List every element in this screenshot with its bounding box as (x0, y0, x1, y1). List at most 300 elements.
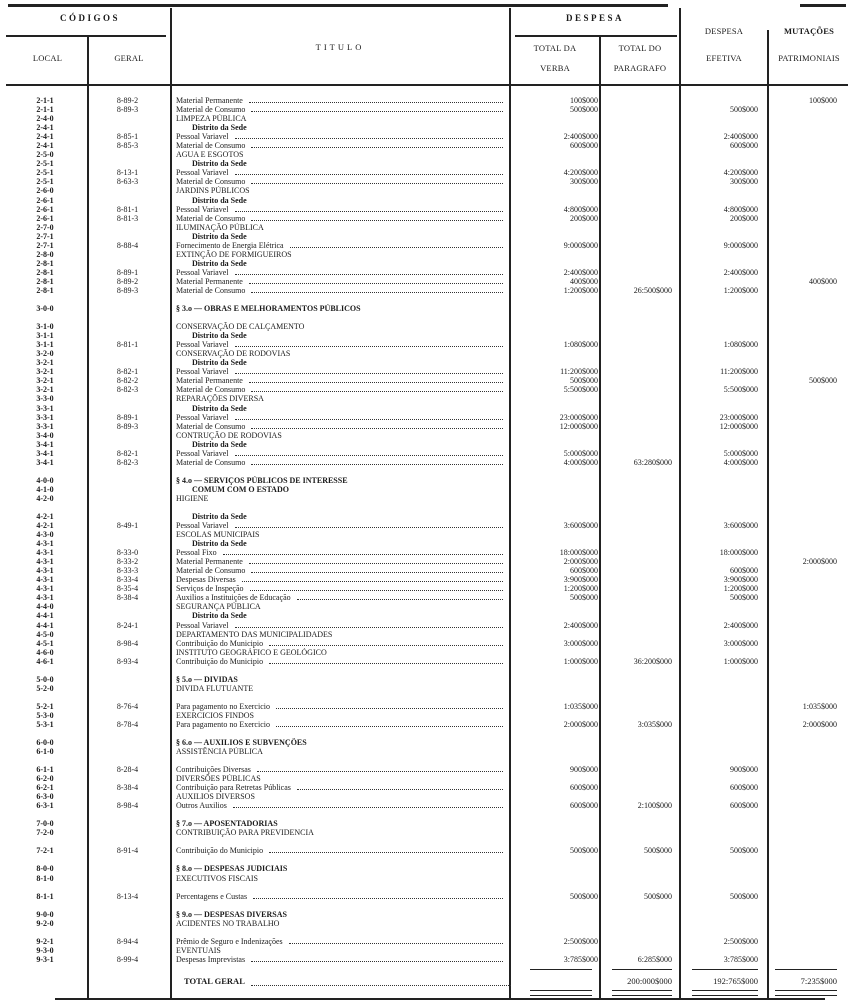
titulo-text: Percentagens e Custas (176, 891, 248, 901)
subheading-row (0, 711, 852, 720)
titulo-text: § 6.o — AUXILIOS E SUBVENÇÕES (176, 738, 307, 747)
dot-leader (251, 105, 503, 112)
cell-efet: 600$000 (730, 783, 758, 793)
dot-leader (251, 286, 503, 293)
cell-mut: 100$000 (809, 96, 837, 105)
cell-local: 3-2-1 (36, 385, 54, 395)
cell-geral: 8-81-1 (116, 340, 139, 350)
cell-geral: 8-38-4 (116, 783, 139, 793)
cell-local: 2-5-1 (36, 159, 54, 169)
cell-efet: 4:000$000 (723, 457, 758, 467)
table-row (0, 657, 852, 666)
cell-verba: 3:785$000 (563, 954, 598, 964)
cell-titulo (176, 105, 506, 114)
titulo-text: Contribuição do Municipio (176, 846, 264, 856)
cell-titulo (176, 250, 506, 259)
cell-titulo (176, 639, 506, 648)
cell-titulo (176, 168, 506, 177)
cell-titulo (176, 214, 506, 223)
subheading-row (0, 331, 852, 340)
total-rule-top (775, 969, 837, 970)
cell-verba: 12:000$000 (559, 421, 598, 431)
titulo-text: HIGIENE (176, 493, 209, 503)
cell-titulo (176, 268, 506, 277)
cell-titulo (176, 630, 506, 639)
dot-leader (235, 268, 503, 275)
cell-titulo (176, 440, 522, 449)
cell-titulo (176, 349, 506, 358)
cell-local: 4-1-0 (36, 484, 54, 494)
cell-parag: 63:280$000 (633, 457, 672, 467)
cell-local: 2-5-1 (36, 177, 54, 187)
cell-local: 6-0-0 (36, 738, 54, 747)
titulo-text: Material de Consumo (176, 566, 246, 576)
subheading-row (0, 259, 852, 268)
cell-local: 8-1-0 (36, 873, 54, 883)
cell-titulo (176, 322, 506, 331)
dot-leader (233, 801, 503, 808)
header-patrimoniais: PATRIMONIAIS (778, 53, 840, 63)
cell-verba: 1:035$000 (563, 701, 598, 711)
cell-geral: 8-98-4 (116, 801, 139, 811)
titulo-text: AUXILIOS DIVERSOS (176, 792, 255, 802)
cell-titulo (176, 774, 506, 783)
cell-local: 3-1-1 (36, 331, 54, 341)
table-row (0, 702, 852, 711)
table-row (0, 621, 852, 630)
titulo-text: EXTINÇÃO DE FORMIGUEIROS (176, 249, 292, 259)
section-heading-row (0, 476, 852, 485)
cell-geral: 8-99-4 (116, 954, 139, 964)
titulo-text: Distrito da Sede (192, 195, 247, 205)
subheading-row (0, 611, 852, 620)
cell-local: 4-0-0 (36, 475, 54, 485)
dot-leader (250, 584, 503, 591)
cell-efet: 600$000 (730, 801, 758, 811)
cell-verba: 4:200$000 (563, 168, 598, 178)
cell-titulo (176, 485, 522, 494)
cell-titulo (176, 259, 522, 268)
cell-geral: 8-89-2 (116, 96, 139, 105)
cell-titulo (176, 394, 506, 403)
header-paragrafo: PARAGRAFO (613, 63, 667, 73)
titulo-text: DEPARTAMENTO DAS MUNICIPALIDADES (176, 629, 333, 639)
titulo-text: AGUA E ESGOTOS (176, 150, 244, 160)
cell-titulo (176, 376, 506, 385)
titulo-text: Pessoal Variavel (176, 620, 229, 630)
titulo-text: CONSERVAÇÃO DE RODOVIAS (176, 349, 291, 359)
cell-titulo (176, 530, 506, 539)
cell-verba: 1:200$000 (563, 285, 598, 295)
cell-parag: 3:035$000 (637, 719, 672, 729)
dot-leader (235, 132, 503, 139)
dot-leader (242, 575, 503, 582)
cell-titulo (176, 675, 506, 684)
subheading-row (0, 648, 852, 657)
cell-geral: 8-81-1 (116, 204, 139, 214)
table-row (0, 801, 852, 810)
cell-titulo (176, 548, 506, 557)
cell-mut: 2:000$000 (802, 719, 837, 729)
dot-leader (235, 367, 503, 374)
cell-titulo (176, 702, 506, 711)
cell-local: 9-2-0 (36, 918, 54, 928)
cell-local: 4-3-1 (36, 584, 54, 594)
cell-local: 2-8-1 (36, 285, 54, 295)
cell-efet: 1:000$000 (723, 656, 758, 666)
titulo-text: Despesas Diversas (176, 575, 236, 585)
section-heading-row (0, 864, 852, 873)
cell-titulo (176, 413, 506, 422)
cell-local: 2-7-1 (36, 231, 54, 241)
cell-titulo (176, 150, 506, 159)
cell-parag: 500$000 (644, 891, 672, 901)
cell-titulo (176, 512, 522, 521)
cell-geral: 8-63-3 (116, 177, 139, 187)
table-row (0, 168, 852, 177)
spacer (0, 313, 852, 322)
titulo-text: § 5.o — DIVIDAS (176, 674, 238, 684)
dot-leader (251, 177, 503, 184)
cell-local: 5-2-0 (36, 683, 54, 693)
titulo-text: ACIDENTES NO TRABALHO (176, 918, 280, 928)
cell-parag: 500$000 (644, 846, 672, 856)
table-row (0, 385, 852, 394)
cell-local: 9-2-1 (36, 936, 54, 946)
subheading-row (0, 186, 852, 195)
cell-local: 4-5-1 (36, 638, 54, 648)
subheading-row (0, 159, 852, 168)
titulo-text: Distrito da Sede (192, 358, 247, 368)
cell-titulo (176, 919, 506, 928)
cell-local: 2-5-0 (36, 150, 54, 160)
cell-verba: 2:400$000 (563, 620, 598, 630)
cell-efet: 5:500$000 (723, 385, 758, 395)
header-local: LOCAL (32, 53, 63, 63)
titulo-text: Material Permanente (176, 276, 243, 286)
titulo-text: Pessoal Variavel (176, 132, 229, 142)
subheading-row (0, 440, 852, 449)
table-row (0, 639, 852, 648)
cell-mut: 400$000 (809, 276, 837, 286)
titulo-text: COMUM COM O ESTADO (192, 484, 289, 494)
table-row (0, 720, 852, 729)
table-row (0, 367, 852, 376)
cell-geral: 8-89-3 (116, 421, 139, 431)
subheading-row (0, 946, 852, 955)
spacer (0, 503, 852, 512)
cell-efet: 2:400$000 (723, 267, 758, 277)
cell-titulo (176, 621, 506, 630)
cell-titulo (176, 96, 506, 105)
cell-geral: 8-35-4 (116, 584, 139, 594)
cell-local: 2-8-1 (36, 267, 54, 277)
subheading-row (0, 150, 852, 159)
total-rule-top (612, 969, 672, 970)
cell-local: 9-3-0 (36, 945, 54, 955)
dot-leader (251, 141, 503, 148)
dot-leader (249, 277, 503, 284)
dot-leader (235, 449, 503, 456)
cell-geral: 8-88-4 (116, 240, 139, 250)
cell-local: 2-6-1 (36, 195, 54, 205)
cell-local: 3-0-0 (36, 304, 54, 314)
cell-local: 4-4-1 (36, 611, 54, 621)
cell-verba: 500$000 (570, 105, 598, 115)
cell-titulo (176, 132, 506, 141)
cell-titulo (176, 684, 506, 693)
titulo-text: ESCOLAS MUNICIPAIS (176, 530, 260, 540)
table-row (0, 422, 852, 431)
table-row (0, 205, 852, 214)
cell-local: 2-5-1 (36, 168, 54, 178)
cell-efet: 3:900$000 (723, 575, 758, 585)
titulo-text: Pessoal Variavel (176, 168, 229, 178)
cell-titulo (176, 792, 506, 801)
cell-titulo (176, 783, 506, 792)
cell-local: 5-2-1 (36, 701, 54, 711)
titulo-text: Distrito da Sede (192, 331, 247, 341)
titulo-text: Material de Consumo (176, 213, 246, 223)
table-row (0, 241, 852, 250)
titulo-text: REPARAÇÕES DIVERSA (176, 394, 264, 404)
cell-titulo (176, 539, 522, 548)
table-row (0, 575, 852, 584)
titulo-text: Distrito da Sede (192, 231, 247, 241)
cell-verba: 5:500$000 (563, 385, 598, 395)
spacer (0, 295, 852, 304)
titulo-text: LIMPEZA PÚBLICA (176, 114, 247, 124)
cell-local: 3-3-1 (36, 421, 54, 431)
titulo-text: JARDINS PÚBLICOS (176, 186, 250, 196)
table-row (0, 557, 852, 566)
cell-geral: 8-78-4 (116, 719, 139, 729)
cell-efet: 900$000 (730, 765, 758, 775)
cell-verba: 4:800$000 (563, 204, 598, 214)
titulo-text: Para pagamento no Exercicio (176, 719, 270, 729)
titulo-text: Distrito da Sede (192, 123, 247, 133)
spacer (0, 883, 852, 892)
dot-leader (223, 548, 503, 555)
cell-local: 6-3-1 (36, 801, 54, 811)
cell-verba: 600$000 (570, 801, 598, 811)
cell-efet: 9:000$000 (723, 240, 758, 250)
dot-leader (276, 720, 503, 727)
titulo-text: Contribuição para Retretas Públicas (176, 783, 291, 793)
titulo-text: EVENTUAIS (176, 945, 221, 955)
subheading-row (0, 223, 852, 232)
titulo-text: § 9.o — DESPESAS DIVERSAS (176, 909, 287, 919)
total-mutacoes: 7:235$000 (800, 975, 837, 986)
subheading-row (0, 322, 852, 331)
titulo-text: Material de Consumo (176, 177, 246, 187)
cell-efet: 5:000$000 (723, 448, 758, 458)
dot-leader (251, 422, 503, 429)
table-row (0, 340, 852, 349)
subheading-row (0, 539, 852, 548)
cell-titulo (176, 422, 506, 431)
dot-leader (297, 783, 503, 790)
table-row (0, 955, 852, 964)
cell-verba: 2:000$000 (563, 719, 598, 729)
table-row (0, 214, 852, 223)
cell-local: 4-2-1 (36, 521, 54, 531)
cell-efet: 1:200$000 (723, 285, 758, 295)
cell-parag: 36:200$000 (633, 656, 672, 666)
cell-local: 4-2-0 (36, 493, 54, 503)
subheading-row (0, 349, 852, 358)
cell-efet: 3:600$000 (723, 521, 758, 531)
cell-geral: 8-28-4 (116, 765, 139, 775)
subheading-row (0, 114, 852, 123)
cell-efet: 1:080$000 (723, 340, 758, 350)
subheading-row (0, 123, 852, 132)
cell-verba: 2:400$000 (563, 267, 598, 277)
header-codigos: CÓDIGOS (59, 13, 120, 23)
cell-titulo (176, 331, 522, 340)
cell-local: 5-3-0 (36, 710, 54, 720)
titulo-text: DIVIDA FLUTUANTE (176, 683, 254, 693)
top-rule-right (800, 4, 846, 7)
table-row (0, 593, 852, 602)
header-bottom-rule (6, 84, 848, 86)
cell-verba: 3:600$000 (563, 521, 598, 531)
dot-leader (251, 974, 511, 986)
cell-titulo (176, 575, 506, 584)
cell-geral: 8-82-1 (116, 367, 139, 377)
titulo-text: Contribuição do Municipio (176, 656, 264, 666)
cell-titulo (176, 458, 506, 467)
cell-local: 2-6-1 (36, 213, 54, 223)
cell-titulo (176, 431, 506, 440)
titulo-text: Distrito da Sede (192, 439, 247, 449)
titulo-text: INSTITUTO GEOGRÁFICO E GEOLÓGICO (176, 647, 327, 657)
dot-leader (251, 214, 503, 221)
cell-titulo (176, 846, 506, 855)
cell-titulo (176, 738, 506, 747)
cell-geral: 8-94-4 (116, 936, 139, 946)
budget-table-body (0, 96, 852, 988)
cell-local: 2-4-1 (36, 141, 54, 151)
titulo-text: Para pagamento no Exercicio (176, 701, 270, 711)
titulo-text: EXECUTIVOS FISCAIS (176, 873, 259, 883)
subheading-row (0, 874, 852, 883)
cell-titulo (176, 828, 506, 837)
total-rule-bottom (530, 990, 592, 996)
cell-efet: 2:500$000 (723, 936, 758, 946)
titulo-text: EXERCICIOS FINDOS (176, 710, 255, 720)
cell-local: 3-4-1 (36, 448, 54, 458)
table-row (0, 458, 852, 467)
cell-titulo (176, 747, 506, 756)
table-row (0, 892, 852, 901)
header-efetiva: EFETIVA (706, 53, 742, 63)
titulo-text: Outros Auxilios (176, 801, 227, 811)
cell-geral: 8-13-4 (116, 891, 139, 901)
titulo-text: Material Permanente (176, 557, 243, 567)
cell-local: 7-2-0 (36, 828, 54, 838)
cell-local: 2-7-0 (36, 222, 54, 232)
cell-geral: 8-81-3 (116, 213, 139, 223)
cell-verba: 600$000 (570, 783, 598, 793)
cell-efet: 23:000$000 (719, 412, 758, 422)
dot-leader (253, 892, 503, 899)
dot-leader (249, 376, 503, 383)
subheading-row (0, 512, 852, 521)
total-rule-top (692, 969, 758, 970)
cell-efet: 18:000$000 (719, 548, 758, 558)
dot-leader (235, 413, 503, 420)
titulo-text: Distrito da Sede (192, 611, 247, 621)
cell-local: 4-2-1 (36, 511, 54, 521)
dot-leader (251, 566, 503, 573)
cell-verba: 100$000 (570, 96, 598, 105)
cell-verba: 500$000 (570, 593, 598, 603)
titulo-text: Pessoal Variavel (176, 367, 229, 377)
cell-verba: 3:900$000 (563, 575, 598, 585)
titulo-text: Material de Consumo (176, 285, 246, 295)
header-geral: GERAL (114, 53, 144, 63)
cell-local: 2-6-1 (36, 204, 54, 214)
cell-geral: 8-33-0 (116, 548, 139, 558)
cell-local: 3-2-1 (36, 367, 54, 377)
header-despesa: DESPESA (565, 13, 624, 23)
cell-geral: 8-76-4 (116, 701, 139, 711)
dot-leader (251, 385, 503, 392)
cell-local: 3-4-0 (36, 430, 54, 440)
cell-titulo (176, 864, 506, 873)
subheading-row (0, 431, 852, 440)
cell-mut: 2:000$000 (802, 557, 837, 567)
cell-verba: 2:500$000 (563, 936, 598, 946)
cell-local: 3-3-0 (36, 394, 54, 404)
cell-titulo (176, 196, 522, 205)
cell-local: 2-8-0 (36, 249, 54, 259)
cell-mut: 500$000 (809, 376, 837, 386)
cell-verba: 500$000 (570, 846, 598, 856)
cell-local: 6-1-1 (36, 765, 54, 775)
cell-local: 2-4-1 (36, 123, 54, 133)
header-total-do: TOTAL DO (618, 43, 662, 53)
cell-local: 6-3-0 (36, 792, 54, 802)
subheading-row (0, 530, 852, 539)
dot-leader (276, 702, 503, 709)
cell-local: 2-6-0 (36, 186, 54, 196)
cell-titulo (176, 892, 506, 901)
cell-titulo (176, 711, 506, 720)
titulo-text: Distrito da Sede (192, 159, 247, 169)
cell-titulo (176, 476, 506, 485)
cell-geral: 8-13-1 (116, 168, 139, 178)
cell-local: 3-2-1 (36, 358, 54, 368)
cell-efet: 500$000 (730, 846, 758, 856)
cell-local: 2-8-1 (36, 276, 54, 286)
cell-local: 2-4-1 (36, 132, 54, 142)
cell-titulo (176, 367, 506, 376)
cell-geral: 8-24-1 (116, 620, 139, 630)
titulo-text: § 8.o — DESPESAS JUDICIAIS (176, 864, 288, 874)
cell-local: 4-3-1 (36, 557, 54, 567)
dot-leader (251, 955, 503, 962)
cell-local: 4-3-1 (36, 539, 54, 549)
cell-efet: 600$000 (730, 566, 758, 576)
cell-titulo (176, 404, 522, 413)
cell-geral: 8-33-3 (116, 566, 139, 576)
titulo-text: § 7.o — APOSENTADORIAS (176, 819, 278, 829)
section-heading-row (0, 304, 852, 313)
cell-local: 4-6-0 (36, 647, 54, 657)
cell-verba: 1:000$000 (563, 656, 598, 666)
